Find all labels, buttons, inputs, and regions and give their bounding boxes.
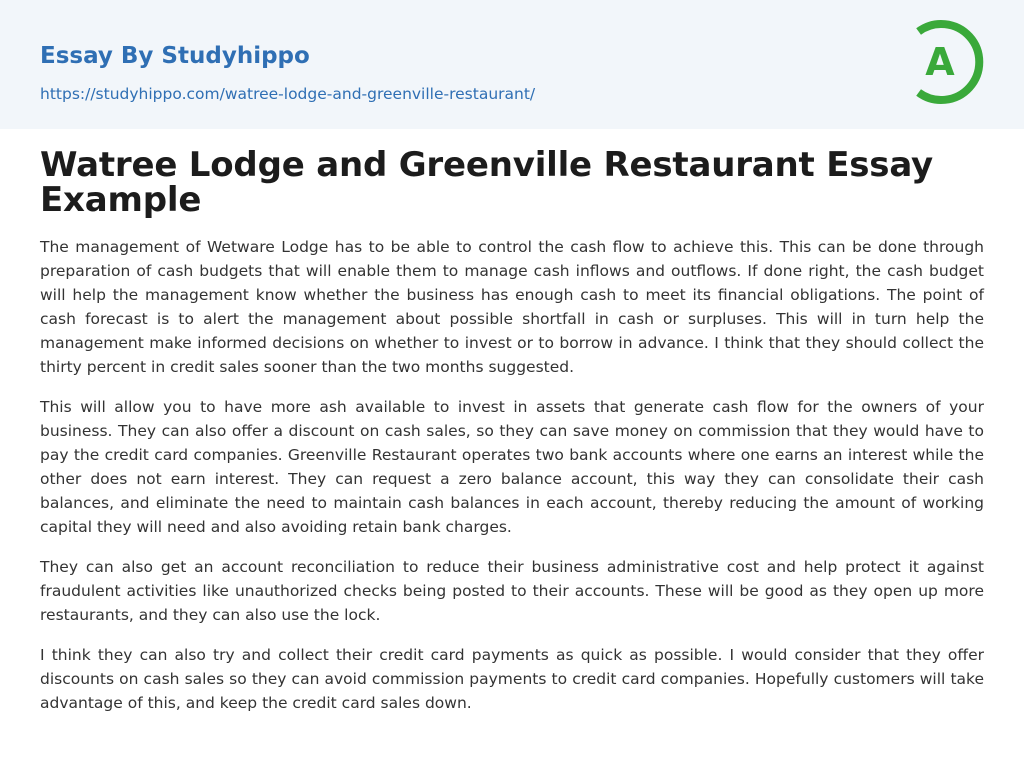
- source-url-link[interactable]: https://studyhippo.com/watree-lodge-and-greenville-restaurant/: [40, 85, 536, 103]
- logo-letter: A: [925, 40, 955, 84]
- essay-paragraph: They can also get an account reconciliation to reduce their business administrative cost and help protect it against fraudulent activities like unauthorized checks being posted to their accounts. These will be good as they open up more restaurants, and they can also use the lock.: [40, 558, 984, 624]
- essay-content: [40, 145, 984, 731]
- essay-paragraph: I think they can also try and collect their credit card payments as quick as possible. I would consider that they offer discounts on cash sales so they can avoid commission payments to credit card companies. Hopefully customers will take advantage of this, and keep the credit card sales down.: [40, 646, 984, 712]
- essay-paragraph: This will allow you to have more ash available to invest in assets that generate cash flow for the owners of your business. They can also offer a discount on cash sales, so they can save money on commission that they would have to pay the credit card companies. Greenville Restaurant operates two bank accounts where one earns an interest while the other does not earn interest. They can request a zero balance account, this way they can consolidate their cash balances, and eliminate the need to maintain cash balances in each account, thereby reducing the amount of working capital they will need and also avoiding retain bank charges.: [40, 398, 984, 536]
- circle-a-logo-icon: [906, 18, 986, 106]
- essay-body: [40, 235, 984, 715]
- essay-paragraph: The management of Wetware Lodge has to be able to control the cash flow to achieve this. This can be done through preparation of cash budgets that will enable them to manage cash inflows and outflows. If done right, the cash budget will help the management know whether the business has enough cash to meet its financial obligations. The point of cash forecast is to alert the management about possible shortfall in cash or surpluses. This will in turn help the management make informed decisions on whether to invest or to borrow in advance. I think that they should collect the thirty percent in credit sales sooner than the two months suggested.: [40, 238, 984, 376]
- brand-title: Essay By Studyhippo: [40, 43, 310, 69]
- page-header: [0, 0, 1024, 129]
- essay-title: Watree Lodge and Greenville Restaurant Essay Example: [40, 145, 933, 220]
